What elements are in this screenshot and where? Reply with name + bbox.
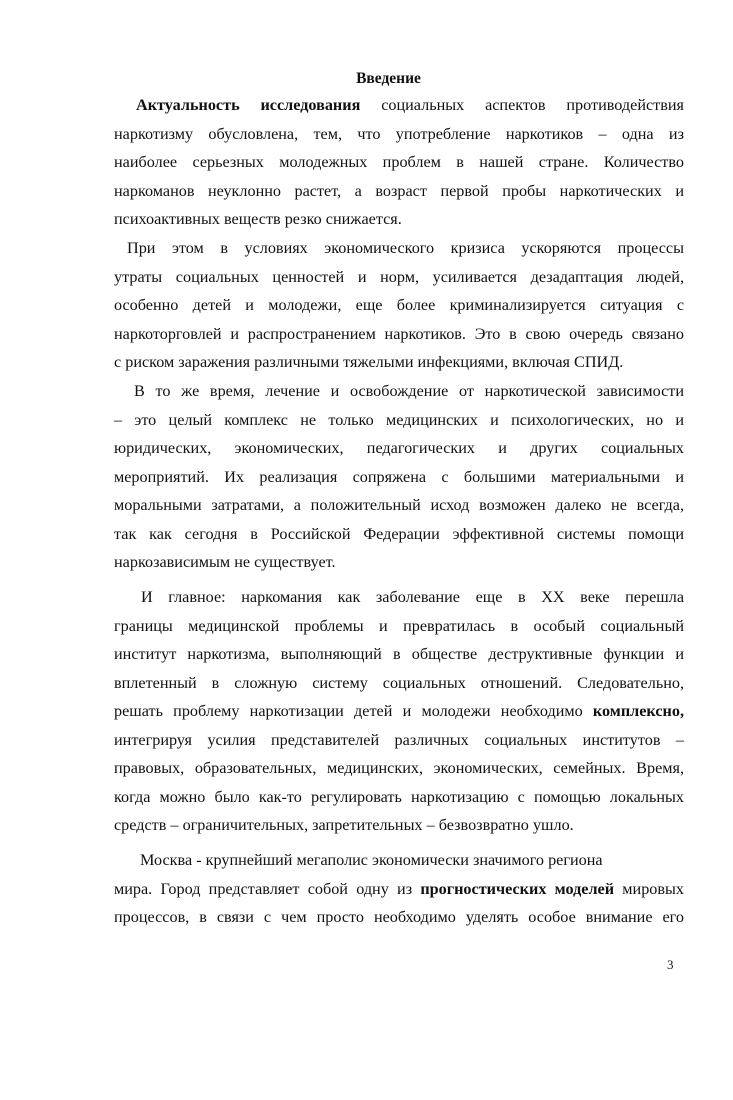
text-line: – это целый комплекс не только медицинских и психологических, но и (114, 410, 684, 429)
text-line: границы медицинской проблемы и превратилась в особый социальный (114, 616, 684, 635)
text-line: Москва - крупнейший мегаполис экономически значимого региона (140, 851, 603, 869)
text-line: В то же время, лечение и освобождение от наркотической зависимости (134, 382, 684, 400)
text-line: процессов, в связи с чем просто необходимо уделять особое внимание его (114, 908, 684, 926)
text-line: наиболее серьезных молодежных проблем в нашей стране. Количество (114, 153, 684, 171)
text-line: наркозависимым не существует. (114, 553, 336, 571)
text-line: При этом в условиях экономического кризиса ускоряются процессы (127, 239, 684, 257)
text-line: психоактивных веществ резко снижается. (114, 210, 402, 228)
text-line: наркоторговлей и распространением наркотиков. Это в свою очередь связано (114, 324, 684, 343)
text-line (114, 91, 684, 120)
text-line: институт наркотизма, выполняющий в обществе деструктивные функции и (114, 645, 684, 663)
text-line: наркоманов неуклонно растет, а возраст первой пробы наркотических и (114, 181, 684, 200)
text-line: юридических, экономических, педагогических и других социальных (114, 439, 684, 457)
paragraph-5 (114, 846, 684, 932)
bold-term: Актуальность исследования (136, 96, 361, 114)
paragraph-4 (114, 583, 684, 840)
text-line: с риском заражения различными тяжелыми инфекциями, включая СПИД. (114, 353, 624, 371)
text-line: правовых, образовательных, медицинских, экономических, семейных. Время, (114, 759, 684, 777)
text-line: утраты социальных ценностей и норм, усиливается дезадаптация людей, (114, 267, 684, 286)
line-text: мировых (614, 879, 684, 898)
text-line (114, 875, 684, 904)
paragraph-2 (114, 234, 684, 377)
paragraph-1 (114, 91, 684, 234)
text-line: вплетенный в сложную систему социальных отношений. Следовательно, (114, 673, 684, 692)
line-text: социальных аспектов противодействия (360, 96, 684, 114)
line-text: решать проблему наркотизации детей и молодежи необходимо (114, 702, 593, 720)
text-line: И главное: наркомания как заболевание еще в XX веке перешла (141, 588, 684, 606)
text-line: мероприятий. Их реализация сопряжена с большими материальными и (114, 467, 684, 486)
line-text: мира. Город представляет собой одну из (114, 879, 421, 898)
text-line: наркотизму обусловлена, тем, что употребление наркотиков – одна из (114, 124, 684, 143)
text-line: так как сегодня в Российской Федерации эффективной системы помощи (114, 524, 684, 543)
text-line: моральными затратами, а положительный исход возможен далеко не всегда, (114, 496, 684, 514)
bold-term: комплексно, (592, 702, 684, 720)
text-line: особенно детей и молодежи, еще более криминализируется ситуация с (114, 296, 684, 314)
text-line: средств – ограничительных, запретительных – безвозвратно ушло. (114, 816, 574, 834)
page-number: 3 (667, 957, 674, 972)
paragraph-3 (114, 377, 684, 577)
page-title: Введение (356, 70, 421, 87)
text-line: когда можно было как-то регулировать наркотизацию с помощью локальных (114, 787, 684, 806)
bold-term: прогностических моделей (420, 879, 615, 898)
text-line (114, 697, 684, 726)
text-line: интегрируя усилия представителей различных социальных институтов – (114, 730, 684, 749)
